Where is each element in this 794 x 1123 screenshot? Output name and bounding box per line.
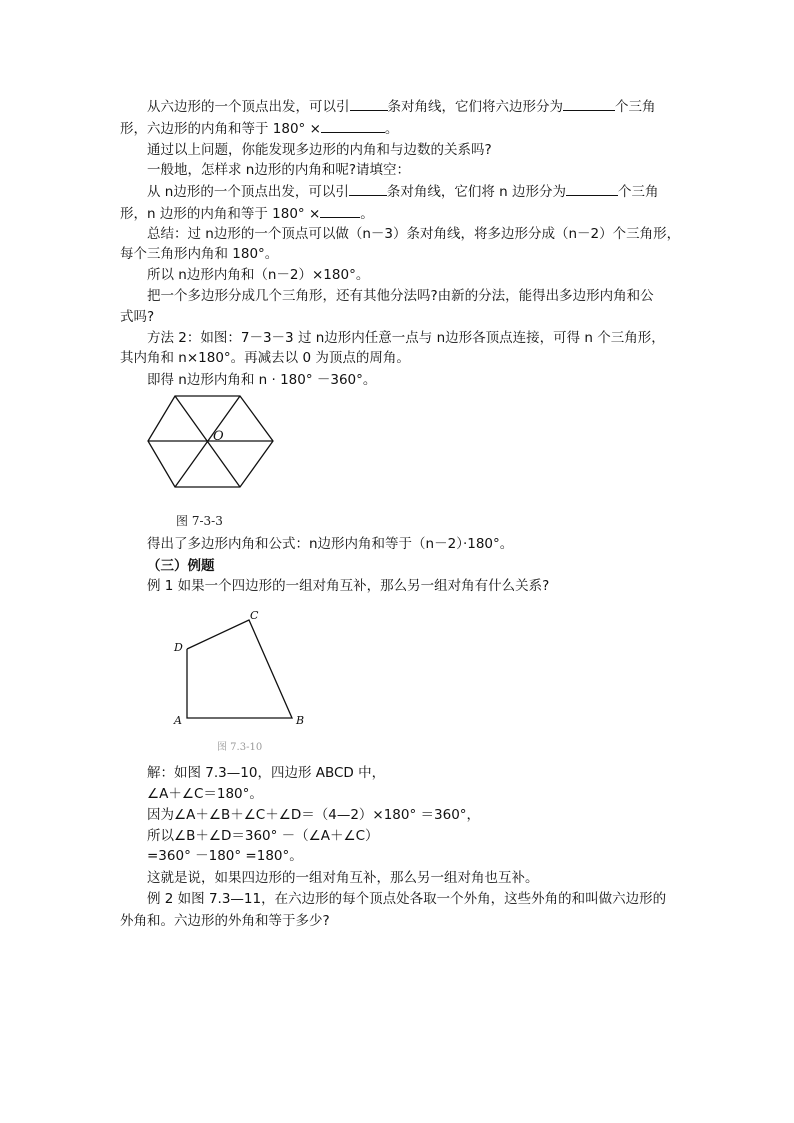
vertex-label-d: D [174, 641, 183, 654]
text-line-21: =360° －180° =180°。 [147, 848, 303, 864]
text-line-22: 这就是说，如果四边形的一组对角互补，那么另一组对角也互补。 [147, 870, 539, 886]
fill-blank [566, 182, 618, 196]
fill-blank [321, 119, 385, 133]
section-heading: （三）例题 [147, 558, 215, 574]
center-label-o: O [213, 429, 224, 444]
text-segment: 。 [360, 206, 374, 222]
vertex-label-c: C [250, 609, 259, 622]
figure-caption-7-3-10: 图 7.3-10 [217, 742, 263, 753]
text-line-11: 式吗? [120, 309, 155, 325]
text-line-19: 因为∠A＋∠B＋∠C＋∠D＝（4—2）×180° ＝360°， [147, 807, 481, 823]
quadrilateral-figure [170, 605, 320, 745]
text-line-7: 总结：过 n边形的一个顶点可以做（n－3）条对角线，将多边形分成（n－2）个三角形， [147, 226, 681, 242]
text-line-24: 外角和。六边形的外角和等于多少? [120, 913, 330, 929]
text-line-18: ∠A＋∠C＝180°。 [147, 786, 263, 802]
text-line-20: 所以∠B＋∠D＝360° －（∠A＋∠C） [147, 828, 379, 844]
text-segment: 个三角 [618, 184, 659, 200]
vertex-label-a: A [174, 714, 182, 727]
fill-blank [350, 97, 388, 111]
text-segment: 从六边形的一个顶点出发，可以引 [147, 99, 350, 115]
hexagon-figure [140, 390, 280, 500]
vertex-label-b: B [296, 714, 305, 727]
text-line-14: 即得 n边形内角和 n · 180° －360°。 [147, 372, 377, 388]
figure-caption-7-3-3: 图 7-3-3 [176, 514, 223, 528]
fill-blank [320, 204, 360, 218]
text-line-3: 通过以上问题，你能发现多边形的内角和与边数的关系吗? [147, 142, 492, 158]
text-line-10: 把一个多边形分成几个三角形，还有其他分法吗?由新的分法，能得出多边形内角和公 [147, 288, 654, 304]
text-segment: 从 n边形的一个顶点出发，可以引 [147, 184, 349, 200]
text-line-15: 得出了多边形内角和公式：n边形内角和等于（n－2）·180°。 [147, 536, 514, 552]
text-line-2 [120, 119, 398, 139]
text-line-8: 每个三角形内角和 180°。 [120, 246, 279, 262]
text-line-16: 例 1 如果一个四边形的一组对角互补，那么另一组对角有什么关系? [147, 578, 550, 594]
text-segment: 。 [384, 121, 399, 137]
text-line-4: 一般地，怎样求 n边形的内角和呢?请填空： [147, 162, 411, 178]
text-segment: 形，六边形的内角和等于 180° × [120, 121, 321, 137]
fill-blank [349, 182, 387, 196]
text-line-12: 方法 2：如图：7－3－3 过 n边形内任意一点与 n边形各顶点连接，可得 n 个三角形， [147, 330, 665, 346]
text-segment: 条对角线，它们将 n 边形分为 [386, 184, 566, 200]
text-line-6 [120, 204, 374, 224]
quadrilateral-outline [187, 620, 292, 718]
text-line-13: 其内角和 n×180°。再减去以 0 为顶点的周角。 [120, 350, 410, 366]
text-line-1 [147, 97, 656, 117]
text-line-5 [147, 182, 659, 202]
text-line-23: 例 2 如图 7.3—11，在六边形的每个顶点处各取一个外角，这些外角的和叫做六边形的 [147, 891, 667, 907]
text-segment: 个三角 [615, 99, 656, 115]
text-line-17: 解：如图 7.3—10，四边形 ABCD 中， [147, 765, 386, 781]
text-line-9: 所以 n边形内角和（n－2）×180°。 [147, 267, 370, 283]
text-segment: 条对角线，它们将六边形分为 [387, 99, 563, 115]
text-segment: 形，n 边形的内角和等于 180° × [120, 206, 321, 222]
fill-blank [563, 97, 615, 111]
